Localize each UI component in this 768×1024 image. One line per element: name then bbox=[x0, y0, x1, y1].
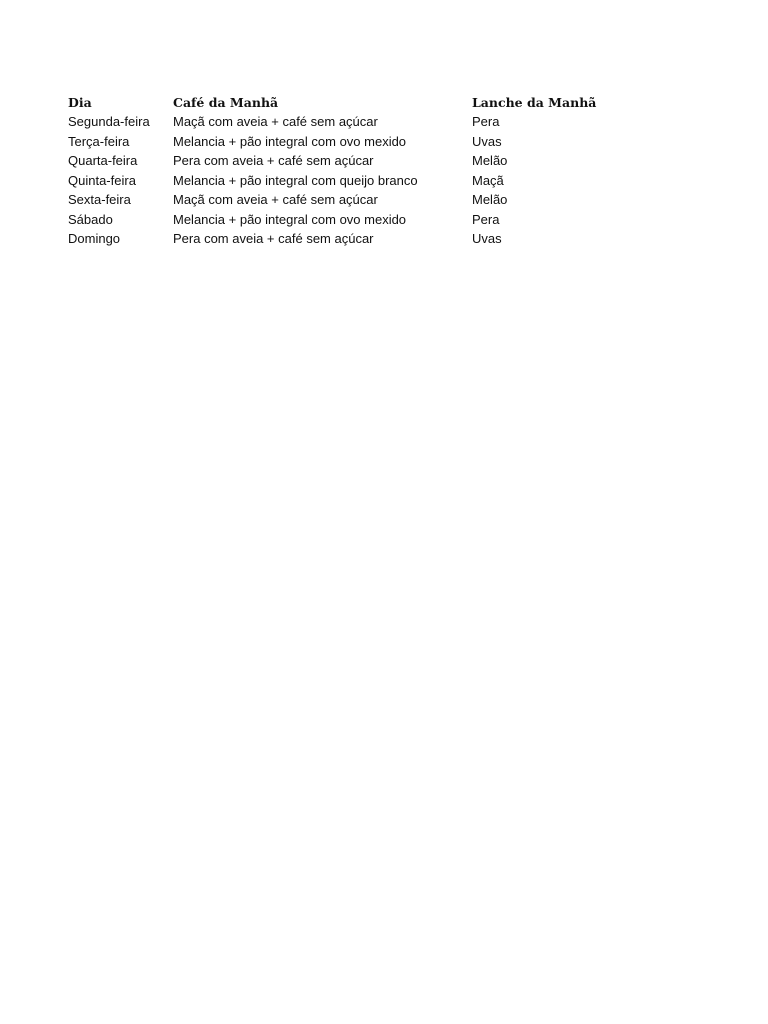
cell-cafe: Maçã com aveia + café sem açúcar bbox=[173, 192, 378, 207]
cell-lanche: Melão bbox=[472, 153, 508, 168]
table-header bbox=[68, 94, 602, 112]
cell-dia: Quarta-feira bbox=[68, 153, 138, 168]
meal-schedule-table bbox=[68, 94, 602, 249]
cell-lanche: Pera bbox=[472, 211, 500, 227]
cell-cafe: Pera com aveia + café sem açúcar bbox=[173, 231, 374, 246]
table-row bbox=[68, 132, 602, 152]
cell-lanche: Pera bbox=[472, 114, 500, 129]
table-row bbox=[68, 210, 602, 230]
cell-dia: Sexta-feira bbox=[68, 192, 131, 207]
table-row bbox=[68, 171, 602, 191]
cell-lanche: Uvas bbox=[472, 133, 502, 149]
cell-cafe: Pera com aveia + café sem açúcar bbox=[173, 153, 374, 168]
cell-lanche: Melão bbox=[472, 192, 508, 207]
table-body bbox=[68, 112, 602, 249]
cell-cafe: Maçã com aveia + café sem açúcar bbox=[173, 114, 378, 129]
table-row bbox=[68, 229, 602, 249]
cell-dia: Terça-feira bbox=[68, 133, 130, 149]
cell-dia: Sábado bbox=[68, 211, 113, 227]
header-cafe-da-manha: Café da Manhã bbox=[173, 95, 279, 110]
table-row bbox=[68, 151, 602, 171]
cell-dia: Quinta-feira bbox=[68, 172, 136, 188]
table-row bbox=[68, 112, 602, 132]
cell-cafe: Melancia + pão integral com queijo branco bbox=[173, 172, 418, 188]
cell-dia: Segunda-feira bbox=[68, 114, 150, 129]
table-row bbox=[68, 190, 602, 210]
cell-cafe: Melancia + pão integral com ovo mexido bbox=[173, 211, 407, 227]
cell-cafe: Melancia + pão integral com ovo mexido bbox=[173, 133, 407, 149]
cell-lanche: Maçã bbox=[472, 172, 504, 188]
cell-dia: Domingo bbox=[68, 231, 121, 246]
header-lanche-da-manha: Lanche da Manhã bbox=[472, 95, 597, 110]
header-row bbox=[68, 94, 602, 112]
header-dia: Dia bbox=[68, 95, 92, 110]
cell-lanche: Uvas bbox=[472, 231, 502, 246]
